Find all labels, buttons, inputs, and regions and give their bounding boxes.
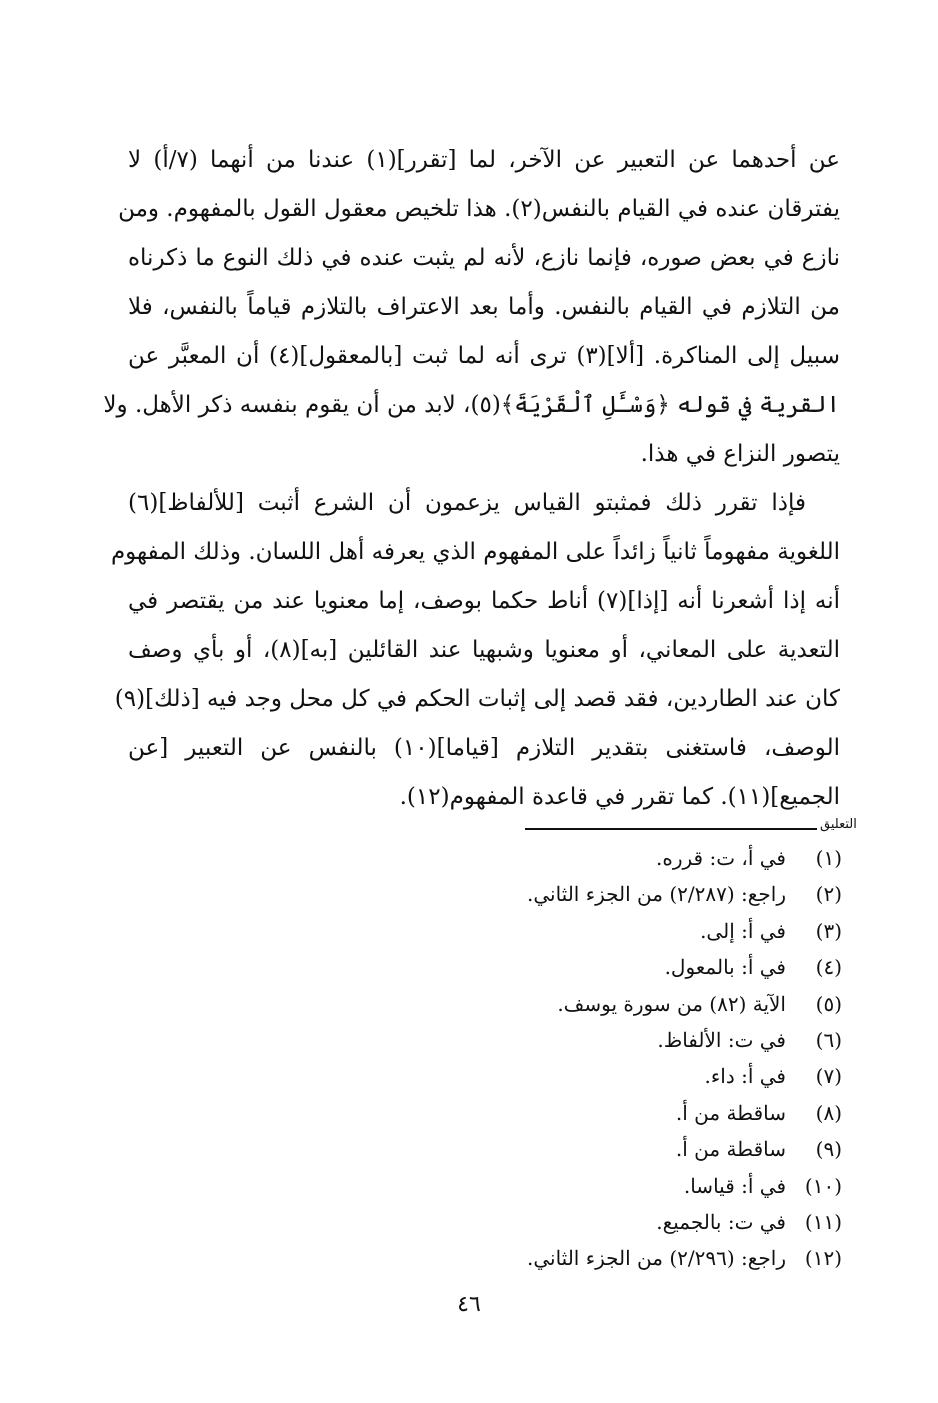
footnote-number: (١٢) (804, 1246, 842, 1271)
text-line: فإذا تقرر ذلك فمثبتو القياس يزعمون أن الشرع أثبت [للألفاظ](٦) (128, 490, 806, 516)
footnote-text: في ت: بالجميع. (656, 1209, 786, 1234)
text-line: الوصف، فاستغنى بتقدير التلازم [قياما](١٠) بالنفس عن التعبير [عن (128, 735, 840, 761)
text-line: يتصور النزاع في هذا. (640, 441, 840, 467)
footnote-number: (٣) (815, 918, 842, 943)
footnote-number: (٢) (815, 882, 842, 907)
footnote-number: (٦) (815, 1027, 842, 1052)
footnote-item (322, 1204, 842, 1240)
footnote-number: (٩) (815, 1137, 842, 1162)
footnote-text: في أ: بالمعول. (664, 955, 786, 980)
footnote-item (322, 876, 842, 912)
footnote-item (322, 1058, 842, 1094)
footnote-item (322, 840, 842, 876)
footnote-item (322, 1131, 842, 1167)
page-number: ٤٦ (457, 1292, 481, 1317)
footnote-item (322, 986, 842, 1022)
footnote-item (322, 1095, 842, 1131)
footnote-text: ساقطة من أ. (675, 1137, 786, 1162)
main-text-body (103, 136, 840, 822)
footnote-number: (١) (815, 846, 842, 870)
text-line: نازع في بعض صوره، فإنما نازع، لأنه لم يثبت عنده في ذلك النوع ما ذكرناه (128, 245, 840, 271)
footnote-text: في أ: إلى. (700, 918, 786, 943)
text-line: الجميع](١١). كما تقرر في قاعدة المفهوم(١٢). (399, 784, 840, 810)
footnote-item (322, 1022, 842, 1058)
text-line: عن أحدهما عن التعبير عن الآخر، لما [تقرر](١) عندنا من أنهما (٧/أ) لا (128, 147, 840, 173)
footnote-text: في أ: قياسا. (683, 1173, 786, 1198)
text-line: القرية في قوله ﴿وَسْـَٔلِ ٱلْقَرْيَةَ﴾(٥)، لابد من أن يقوم بنفسه ذكر الأهل. ولا (103, 392, 840, 418)
footnotes-list (322, 840, 842, 1277)
text-line: كان عند الطاردين، فقد قصد إلى إثبات الحكم في كل محل وجد فيه [ذلك](٩) (114, 686, 840, 712)
footnote-number: (٤) (815, 955, 842, 980)
footnote-number: (٥) (815, 991, 842, 1016)
footnote-text: ساقطة من أ. (675, 1100, 786, 1125)
footnote-text: الآية (٨٢) من سورة يوسف. (557, 991, 786, 1016)
footnote-item (322, 1168, 842, 1204)
text-line: اللغوية مفهوماً ثانياً زائداً على المفهوم الذي يعرفه أهل اللسان. وذلك المفهوم (110, 539, 840, 565)
footnote-text: في أ: داء. (704, 1064, 786, 1089)
text-line: يفترقان عنده في القيام بالنفس(٢). هذا تلخيص معقول القول بالمفهوم. ومن (118, 196, 840, 222)
footnote-number: (١١) (804, 1209, 842, 1234)
footnote-divider (525, 828, 817, 830)
footnote-text: في ت: الألفاظ. (657, 1027, 786, 1052)
footnote-number: (١٠) (804, 1173, 842, 1198)
text-line: أنه إذا أشعرنا أنه [إذا](٧) أناط حكما بوصف، إما معنويا عند من يقتصر في (128, 588, 840, 614)
text-line: التعدية على المعاني، أو معنويا وشبهيا عند القائلين [به](٨)، أو بأي وصف (128, 637, 840, 663)
footnote-text: في أ، ت: قرره. (656, 846, 786, 870)
footnote-text: راجع: (٢/٢٩٦) من الجزء الثاني. (526, 1246, 786, 1271)
text-line: سبيل إلى المناكرة. [ألا](٣) ترى أنه لما ثبت [بالمعقول](٤) أن المعبَّر عن (128, 343, 840, 369)
footnote-number: (٨) (815, 1100, 842, 1125)
footnotes-label: التعليق (820, 817, 857, 832)
footnote-item (322, 949, 842, 985)
footnote-item (322, 913, 842, 949)
text-line: من التلازم في القيام بالنفس. وأما بعد الاعتراف بالتلازم قياماً بالنفس، فلا (128, 294, 840, 320)
footnote-text: راجع: (٢/٢٨٧) من الجزء الثاني. (526, 882, 786, 907)
footnote-item (322, 1240, 842, 1276)
footnote-number: (٧) (815, 1064, 842, 1089)
